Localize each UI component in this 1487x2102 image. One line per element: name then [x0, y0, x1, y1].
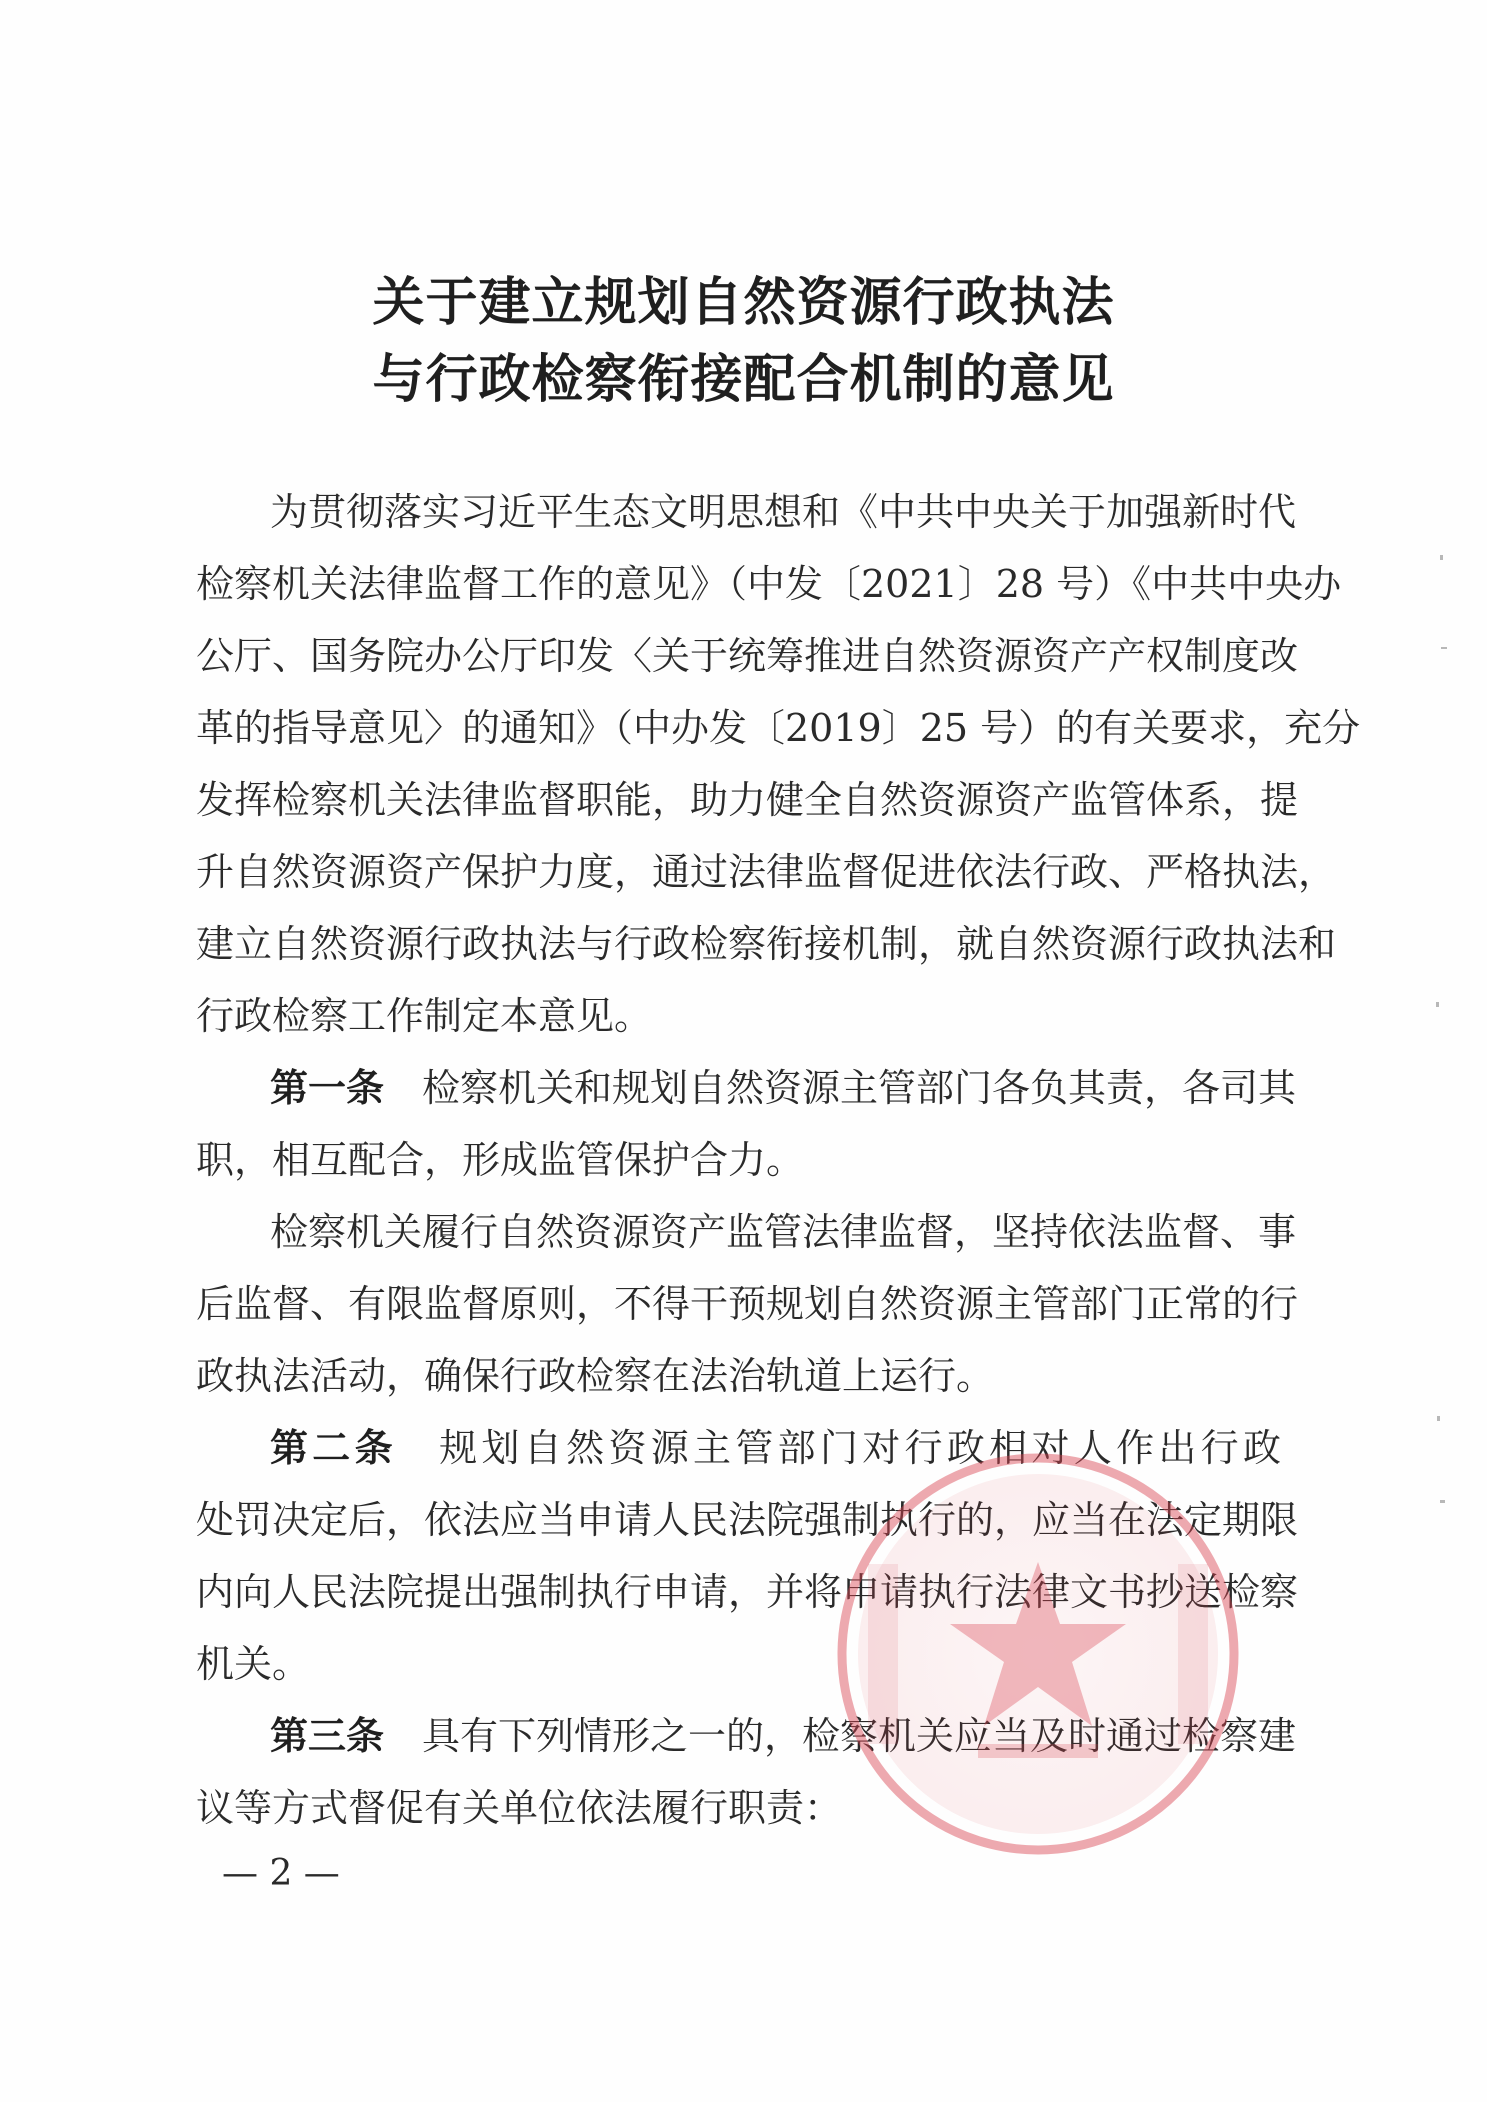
preamble-line: 公厅、国务院办公厅印发〈关于统筹推进自然资源资产产权制度改	[196, 634, 1299, 678]
article-2-text: 规划自然资源主管部门对行政相对人作出行政	[439, 1426, 1281, 1470]
preamble-line: 革的指导意见〉的通知》（中办发〔2019〕25 号）的有关要求，充分	[196, 706, 1361, 750]
article-1-label: 第一条	[270, 1066, 385, 1110]
article-3-line-1	[270, 1712, 1297, 1760]
preamble-line: 建立自然资源行政执法与行政检察衔接机制，就自然资源行政执法和	[196, 922, 1337, 966]
article-2-line: 机关。	[196, 1642, 311, 1686]
document-title-line-2: 与行政检察衔接配合机制的意见	[372, 350, 1115, 410]
article-1-para-2-line: 后监督、有限监督原则，不得干预规划自然资源主管部门正常的行	[196, 1282, 1299, 1326]
document-title-line-1: 关于建立规划自然资源行政执法	[372, 273, 1115, 333]
article-1-para-2-line: 检察机关履行自然资源资产监管法律监督，坚持依法监督、事	[270, 1210, 1297, 1254]
preamble-line: 行政检察工作制定本意见。	[196, 994, 653, 1038]
scan-speck	[1440, 1500, 1445, 1503]
article-2-line: 处罚决定后，依法应当申请人民法院强制执行的，应当在法定期限	[196, 1498, 1299, 1542]
scan-speck	[1436, 1002, 1439, 1007]
preamble-line: 为贯彻落实习近平生态文明思想和《中共中央关于加强新时代	[270, 490, 1297, 534]
article-2-line-1	[270, 1424, 1281, 1472]
page-number: — 2 —	[222, 1853, 340, 1894]
article-3-line-2: 议等方式督促有关单位依法履行职责：	[196, 1786, 843, 1830]
scan-speck	[1440, 555, 1443, 560]
article-2-label: 第二条	[270, 1426, 397, 1470]
article-1-para-2-line: 政执法活动，确保行政检察在法治轨道上运行。	[196, 1354, 995, 1398]
article-1-text: 检察机关和规划自然资源主管部门各负其责，各司其	[422, 1066, 1297, 1110]
article-2-line: 内向人民法院提出强制执行申请，并将申请执行法律文书抄送检察	[196, 1570, 1299, 1614]
article-3-text: 具有下列情形之一的，检察机关应当及时通过检察建	[422, 1714, 1297, 1758]
article-1-line-2: 职，相互配合，形成监管保护合力。	[196, 1138, 805, 1182]
preamble-line: 检察机关法律监督工作的意见》（中发〔2021〕28 号）《中共中央办	[196, 562, 1342, 606]
article-1-line-1	[270, 1064, 1297, 1112]
preamble-line: 升自然资源资产保护力度，通过法律监督促进依法行政、严格执法，	[196, 850, 1337, 894]
scan-speck	[1437, 1416, 1440, 1421]
preamble-line: 发挥检察机关法律监督职能，助力健全自然资源资产监管体系，提	[196, 778, 1299, 822]
scan-speck	[1441, 647, 1447, 649]
article-3-label: 第三条	[270, 1714, 385, 1758]
